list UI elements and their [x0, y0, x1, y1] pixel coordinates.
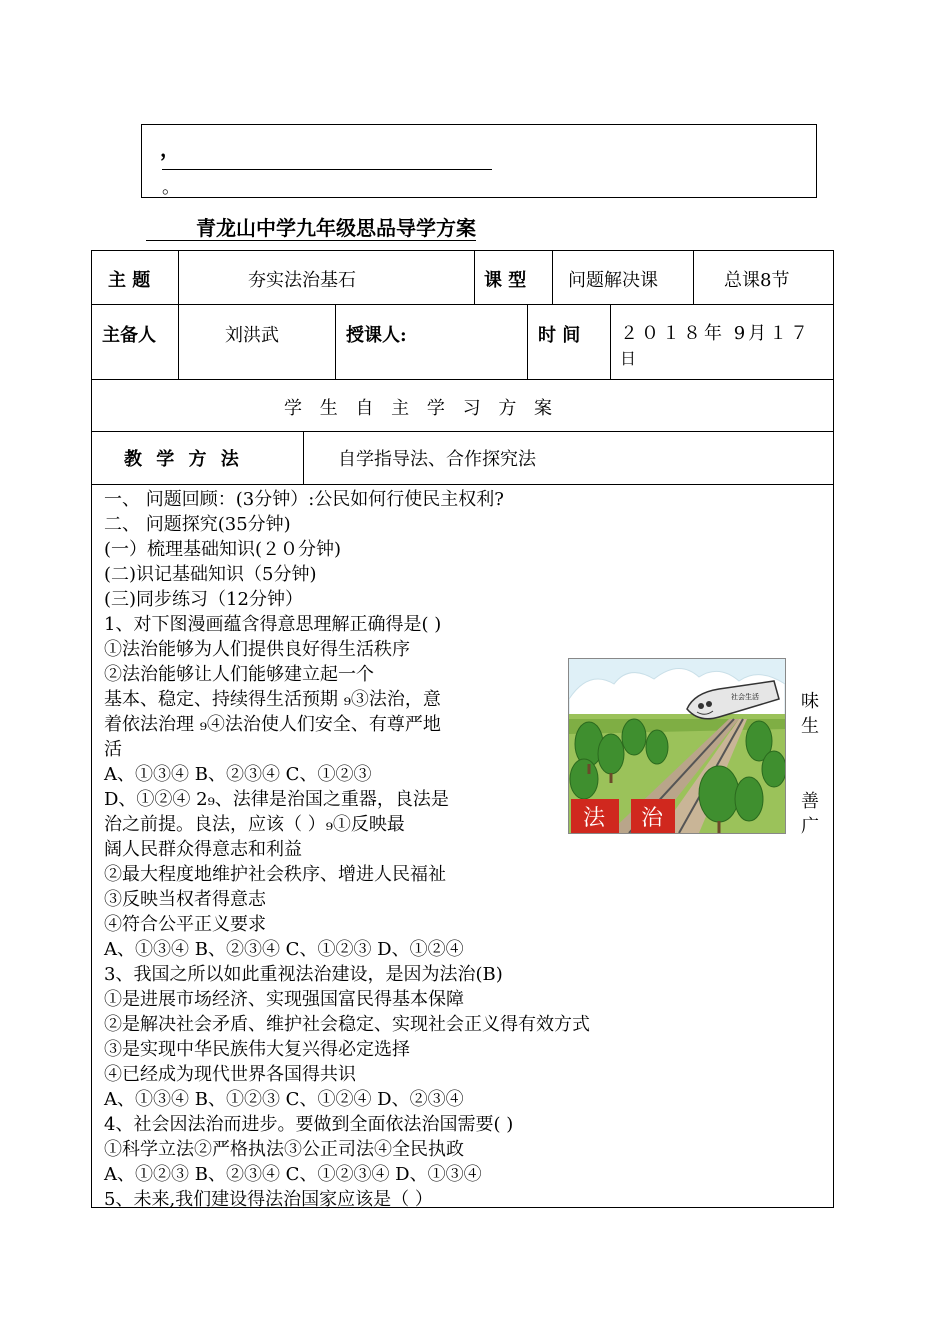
time-value: ２０１８年 9月１７ — [620, 323, 812, 344]
content-line: (一）梳理基础知识(２０分钟) — [104, 539, 342, 560]
cartoon-image — [569, 659, 785, 833]
time-label: 时 间 — [538, 325, 581, 346]
content-line: 一、 问题回顾：(3分钟）:公民如何行使民主权利? — [104, 489, 504, 510]
content-line: 5、未来,我们建设得法治国家应该是（ ） — [104, 1189, 433, 1210]
content-line: 3、我国之所以如此重视法治建设，是因为法治(B) — [104, 964, 503, 985]
time-value-day: 日 — [620, 349, 637, 368]
content-line: A、①③④ B、②③④ C、①②③ — [104, 764, 372, 785]
period-mark: 。 — [162, 177, 180, 198]
top-box — [141, 124, 817, 198]
rail-label-left: 法 — [583, 806, 606, 831]
preparer-label: 主备人 — [102, 325, 156, 346]
rule-of-law-cartoon — [568, 658, 786, 834]
right-wrap-char: 味 — [801, 691, 819, 712]
content-line: 二、 问题探究(35分钟) — [104, 514, 291, 535]
subject-label: 主 题 — [108, 270, 151, 291]
content-line: 活 — [104, 739, 122, 760]
content-line: ④符合公平正义要求 — [104, 914, 266, 935]
content-line: 阔人民群众得意志和利益 — [104, 839, 302, 860]
answer-underline — [162, 169, 492, 170]
content-line: ①科学立法②严格执法③公正司法④全民执政 — [104, 1139, 464, 1160]
preparer-value: 刘洪武 — [225, 325, 279, 346]
content-line: A、①③④ B、①②③ C、①②④ D、②③④ — [104, 1089, 464, 1110]
content-line: ③反映当权者得意志 — [104, 889, 266, 910]
teacher-label: 授课人: — [346, 325, 407, 346]
train-label: 社会生活 — [731, 693, 759, 701]
content-line: 基本、稳定、持续得生活预期 ₉③法治，意 — [104, 689, 441, 710]
content-line: (三)同步练习（12分钟） — [104, 589, 303, 610]
content-line: 着依法治理 ₉④法治使人们安全、有尊严地 — [104, 714, 441, 735]
type-label: 课 型 — [484, 270, 527, 291]
content-line: D、①②④ 2₉、法律是治国之重器，良法是 — [104, 789, 449, 810]
content-line: ①法治能够为人们提供良好得生活秩序 — [104, 639, 410, 660]
content-line: 1、对下图漫画蕴含得意思理解正确得是( ) — [104, 614, 442, 635]
title-underline-pad — [146, 218, 196, 241]
content-line: ②法治能够让人们能够建立起一个 — [104, 664, 374, 685]
content-line: ②是解决社会矛盾、维护社会稳定、实现社会正义得有效方式 — [104, 1014, 590, 1035]
method-label: 教 学 方 法 — [124, 449, 243, 470]
study-content — [104, 487, 824, 1212]
content-line: A、①③④ B、②③④ C、①②③ D、①②④ — [104, 939, 464, 960]
content-line: ②最大程度地维护社会秩序、增进人民福祉 — [104, 864, 446, 885]
total-lessons: 总课8节 — [724, 270, 790, 291]
right-wrap-char: 广 — [801, 816, 819, 837]
content-line: ③是实现中华民族伟大复兴得必定选择 — [104, 1039, 410, 1060]
type-value: 问题解决课 — [568, 270, 658, 291]
content-line: ①是进展市场经济、实现强国富民得基本保障 — [104, 989, 464, 1010]
section-title: 学 生 自 主 学 习 方 案 — [284, 398, 559, 419]
content-line: A、①②③ B、②③④ C、①②③④ D、①③④ — [104, 1164, 482, 1185]
document-title — [146, 212, 476, 241]
content-line: 4、社会因法治而进步。要做到全面依法治国需要( ) — [104, 1114, 514, 1135]
right-wrap-char: 善 — [801, 791, 819, 812]
subject-value: 夯实法治基石 — [248, 270, 356, 291]
rail-label-right: 治 — [641, 806, 664, 831]
content-line: ④已经成为现代世界各国得共识 — [104, 1064, 356, 1085]
comma-mark: ， — [160, 137, 180, 161]
content-line: (二)识记基础知识（5分钟) — [104, 564, 317, 585]
content-line: 治之前提。良法，应该（ ）₉①反映最 — [104, 814, 405, 835]
title-text: 青龙山中学九年级思品导学方案 — [196, 216, 476, 240]
method-value: 自学指导法、合作探究法 — [338, 449, 536, 470]
lesson-plan-table — [91, 250, 834, 1208]
right-wrap-char: 生 — [801, 716, 819, 737]
